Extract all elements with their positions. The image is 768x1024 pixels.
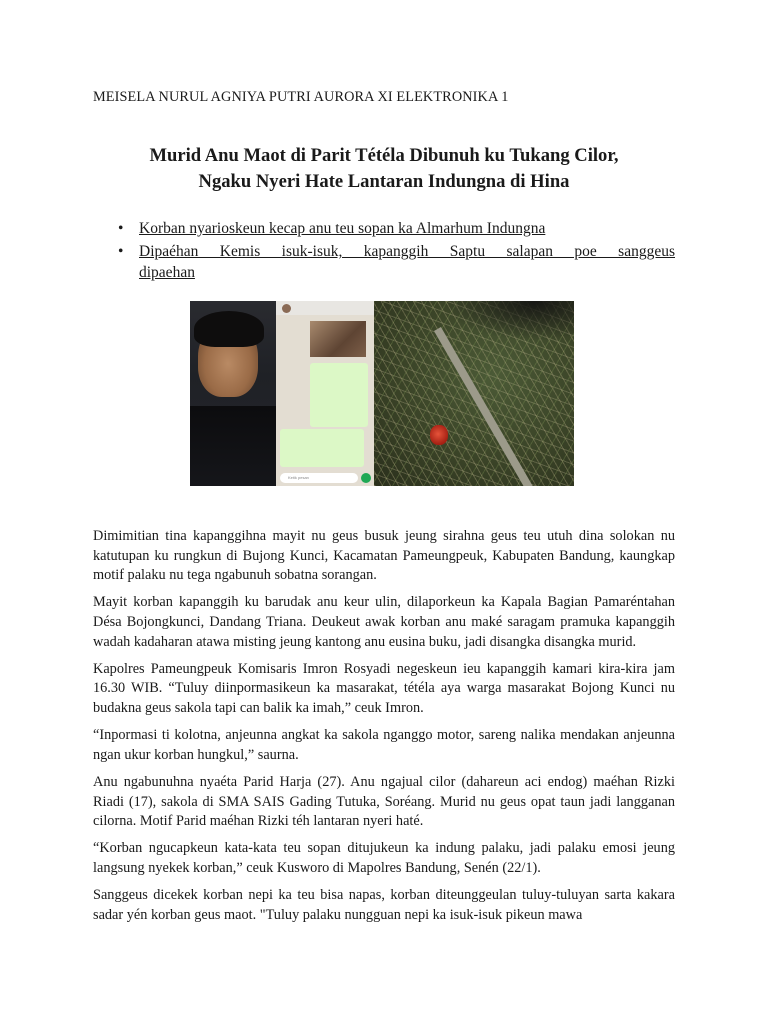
send-icon xyxy=(361,473,371,483)
title-line-2: Ngaku Nyeri Hate Lantaran Indungna di Hina xyxy=(198,171,570,192)
paragraph: “Inpormasi ti kolotna, anjeunna angkat ka sakola nganggo motor, sareng nalika mendakan anjeunna ngan ukur korban hungkul,” saurna. xyxy=(93,727,675,763)
highlight-text-continued: dipaehan xyxy=(139,264,195,281)
paragraph: Kapolres Pameungpeuk Komisaris Imron Rosyadi negeskeun ieu kapanggih kamari kira-kira jam 16.30 WIB. “Tuluy diinpormasikeun ka masarakat, tétéla aya warga masarakat Bojong Kunci nu budakna geus sakola tapi can balik ka imah,” ceuk Imron. xyxy=(93,660,675,716)
title-line-1: Murid Anu Maot di Parit Tétéla Dibunuh ku Tukang Cilor, xyxy=(149,145,619,166)
bullet-icon: • xyxy=(118,243,124,260)
paragraph: Anu ngabunuhna nyaéta Parid Harja (27). Anu ngajual cilor (dahareun aci endog) maéhan Rizki Riadi (17), sakola di SMA SAIS Gading Tutuka, Soréang. Murid nu geus opat taun jadi langganan cilorna. Motif Parid maéhan Rizki téh lantaran nyeri haté. xyxy=(93,773,675,830)
highlight-text: Dipaéhan Kemis isuk-isuk, kapanggih Saptu salapan poe sanggeus xyxy=(139,243,675,260)
article-body xyxy=(93,527,675,933)
article-title xyxy=(93,143,675,195)
news-photo-collage xyxy=(190,301,574,486)
chat-bubble xyxy=(280,429,364,467)
highlights-list xyxy=(93,218,675,283)
paragraph: Mayit korban kapanggih ku barudak anu keur ulin, dilaporkeun ka Kapala Bagian Pamaréntahan Désa Bojongkunci, Dandang Triana. Deukeut awak korban anu maké saragam pramuka kapanggih wadah kadaharan atawa misting jeung kantong anu eusina buku, jadi disangka disangka murid. xyxy=(93,594,675,650)
crime-scene-photo xyxy=(374,301,574,486)
chat-screenshot-photo xyxy=(276,301,374,486)
highlight-item xyxy=(93,218,675,239)
chat-input: Ketik pesan xyxy=(280,473,358,483)
chat-bubble xyxy=(310,363,368,427)
paragraph: Dimimitian tina kapanggihna mayit nu geus busuk jeung sirahna geus teu utuh dina solokan nu katutupan ku rungkun di Bujong Kunci, Kacamatan Pameungpeuk, Kabupaten Bandung, kaungkap motif palaku nu tega ngabunuh sobatna sorangan. xyxy=(93,528,675,584)
highlight-text: Korban nyarioskeun kecap anu teu sopan ka Almarhum Indungna xyxy=(139,220,546,237)
paragraph: Sanggeus dicekek korban nepi ka teu bisa napas, korban diteunggeulan tuluy-tuluyan sarta kakara sadar yén korban geus maot. "Tuluy palaku nungguan nepi ka isuk-isuk pikeun mawa xyxy=(93,887,675,923)
paragraph: “Korban ngucapkeun kata-kata teu sopan ditujukeun ka indung palaku, jadi palaku emosi jeung langsung nyekek korban,” ceuk Kusworo di Mapolres Bandung, Senén (22/1). xyxy=(93,840,675,876)
avatar xyxy=(282,304,291,313)
highlight-item xyxy=(93,241,675,283)
author-line: MEISELA NURUL AGNIYA PUTRI AURORA XI ELEKTRONIKA 1 xyxy=(93,89,509,105)
chat-header xyxy=(276,301,374,315)
bullet-icon: • xyxy=(118,220,124,237)
victim-photo xyxy=(190,301,276,486)
chat-image xyxy=(310,321,366,357)
